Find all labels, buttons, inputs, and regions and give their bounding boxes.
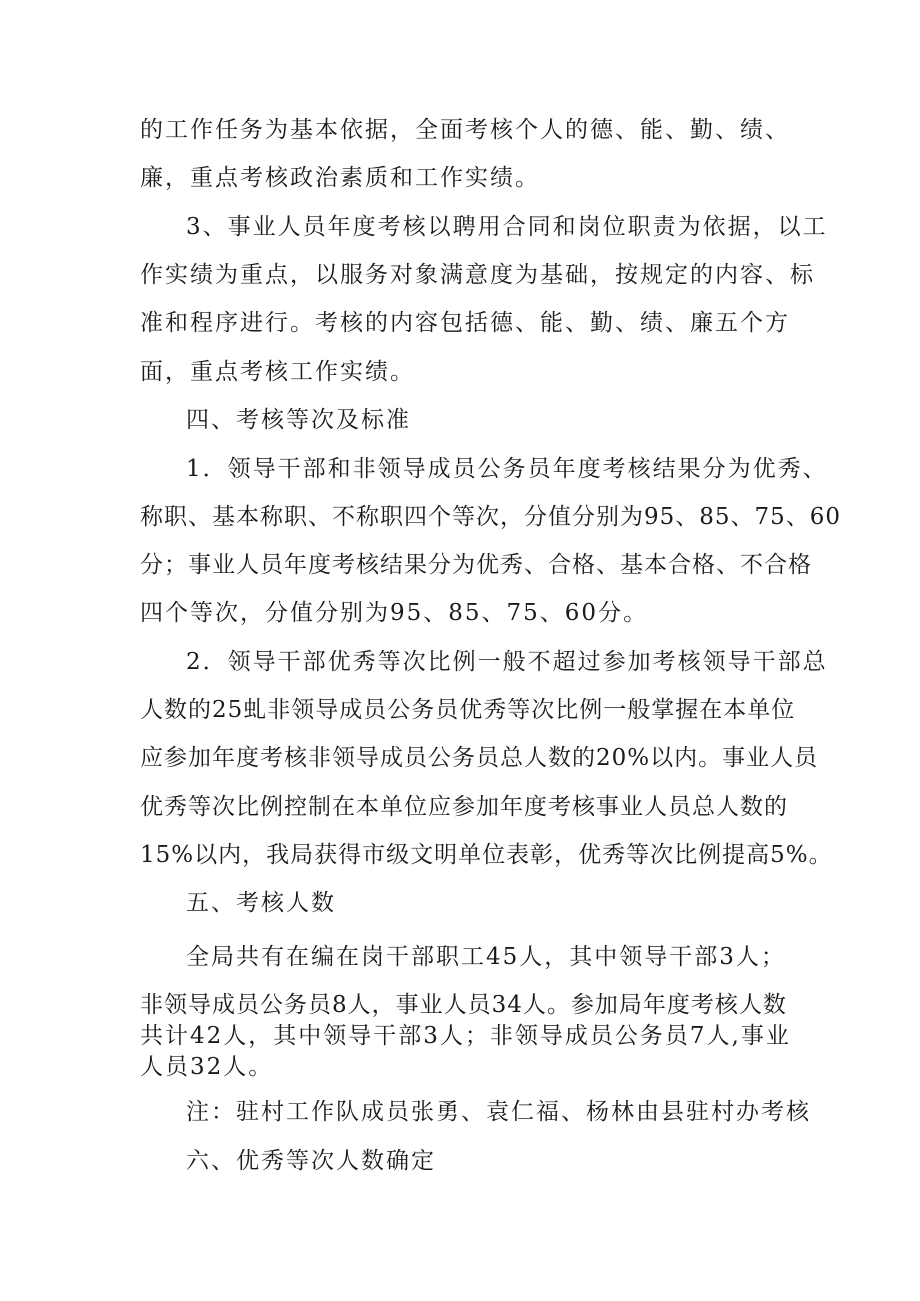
body-text-line: 非领导成员公务员8人，事业人员34人。参加局年度考核人数: [140, 992, 787, 1018]
body-text-line: 准和程序进行。考核的内容包括德、能、勤、绩、廉五个方: [140, 310, 790, 336]
body-text-line: 分；事业人员年度考核结果分为优秀、合格、基本合格、不合格: [140, 552, 812, 578]
paragraph-3: 3、事业人员年度考核以聘用合同和岗位职责为依据，以工: [186, 214, 828, 240]
section-heading-4: 四、考核等次及标准: [186, 407, 411, 433]
body-text-line: 共计42人，其中领导干部3人；非领导成员公务员7人,事业: [140, 1023, 791, 1049]
section-heading-5: 五、考核人数: [186, 890, 336, 916]
body-text-line: 优秀等次比例控制在本单位应参加年度考核事业人员总人数的: [140, 794, 788, 820]
body-text-line: 廉，重点考核政治素质和工作实绩。: [140, 165, 540, 191]
body-text-line: 作实绩为重点，以服务对象满意度为基础，按规定的内容、标: [140, 262, 815, 288]
body-text-line: 称职、基本称职、不称职四个等次，分值分别为95、85、75、60: [140, 504, 842, 530]
paragraph-5: 全局共有在编在岗干部职工45人，其中领导干部3人；: [186, 944, 786, 970]
section-heading-6: 六、优秀等次人数确定: [186, 1148, 436, 1174]
body-text-line: 四个等次，分值分别为95、85、75、60分。: [140, 600, 649, 626]
body-text-line: 人员32人。: [140, 1054, 274, 1080]
body-text-line: 的工作任务为基本依据，全面考核个人的德、能、勤、绩、: [140, 117, 790, 143]
paragraph-4-1: 1．领导干部和非领导成员公务员年度考核结果分为优秀、: [186, 456, 828, 482]
body-text-line: 面，重点考核工作实绩。: [140, 359, 415, 385]
paragraph-4-2: 2．领导干部优秀等次比例一般不超过参加考核领导干部总: [186, 649, 828, 675]
body-text-line: 人数的25虬非领导成员公务员优秀等次比例一般掌握在本单位: [140, 697, 796, 723]
note-line: 注：驻村工作队成员张勇、袁仁福、杨林由县驻村办考核: [186, 1099, 811, 1125]
body-text-line: 15%以内，我局获得市级文明单位表彰，优秀等次比例提高5%。: [140, 842, 833, 868]
body-text-line: 应参加年度考核非领导成员公务员总人数的20%以内。事业人员: [140, 745, 819, 771]
